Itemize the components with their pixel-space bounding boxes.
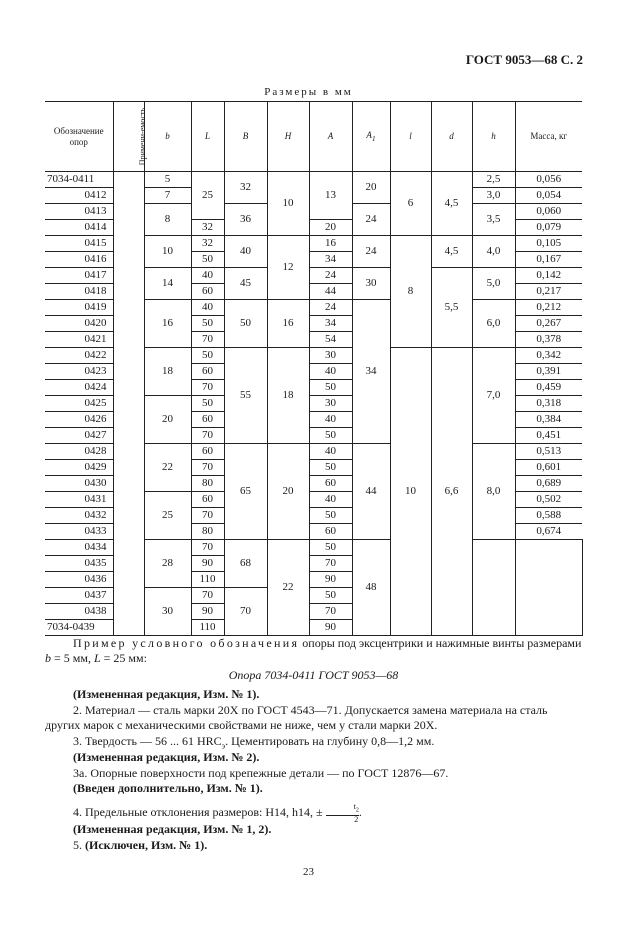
item-3a: 3а. Опорные поверхности под крепежные детали — по ГОСТ 12876—67. — [73, 766, 449, 780]
L-cell: 50 — [191, 348, 224, 364]
A-cell: 60 — [309, 476, 352, 492]
designation-cell: 0436 — [45, 572, 113, 588]
applicability-cell — [113, 172, 144, 636]
header-d: d — [431, 102, 472, 172]
mass-cell: 0,451 — [515, 428, 582, 444]
header-b: b — [144, 102, 191, 172]
page-number: 23 — [303, 866, 314, 878]
designation-cell: 0424 — [45, 380, 113, 396]
designation-cell: 0429 — [45, 460, 113, 476]
mass-cell: 0,588 — [515, 508, 582, 524]
designation-cell: 0426 — [45, 412, 113, 428]
b-cell: 5 — [144, 172, 191, 188]
h-cell: 8,0 — [472, 444, 515, 540]
header-designation: Обозначение опор — [53, 125, 104, 147]
designation-cell: 0416 — [45, 252, 113, 268]
mass-cell: 0,459 — [515, 380, 582, 396]
designation-cell: 0432 — [45, 508, 113, 524]
L-cell: 90 — [191, 556, 224, 572]
A-cell: 50 — [309, 428, 352, 444]
L-cell: 60 — [191, 412, 224, 428]
b-cell: 18 — [144, 348, 191, 396]
designation-cell: 0419 — [45, 300, 113, 316]
A-cell: 90 — [309, 572, 352, 588]
mass-cell: 0,167 — [515, 252, 582, 268]
mass-cell: 0,378 — [515, 332, 582, 348]
L-cell: 110 — [191, 620, 224, 636]
L-cell: 70 — [191, 428, 224, 444]
A-cell: 50 — [309, 460, 352, 476]
A-cell: 30 — [309, 348, 352, 364]
designation-cell: 0427 — [45, 428, 113, 444]
L-cell: 40 — [191, 300, 224, 316]
A-cell: 60 — [309, 524, 352, 540]
L-cell: 70 — [191, 540, 224, 556]
designation-cell: 0430 — [45, 476, 113, 492]
mass-cell: 0,267 — [515, 316, 582, 332]
mass-cell: 0,502 — [515, 492, 582, 508]
L-cell: 60 — [191, 284, 224, 300]
mass-cell: 0,674 — [515, 524, 582, 540]
A-cell: 44 — [309, 284, 352, 300]
designation-cell: 0422 — [45, 348, 113, 364]
A1-cell: 44 — [352, 444, 390, 540]
A1-cell: 20 — [352, 172, 390, 204]
L-cell: 40 — [191, 268, 224, 284]
h-cell: 4,0 — [472, 236, 515, 268]
A1-cell: 24 — [352, 236, 390, 268]
A-cell: 40 — [309, 444, 352, 460]
example-code: Опора 7034-0411 ГОСТ 9053—68 — [228, 668, 399, 682]
A-cell: 40 — [309, 412, 352, 428]
designation-cell: 0417 — [45, 268, 113, 284]
designation-cell: 0423 — [45, 364, 113, 380]
L-cell: 60 — [191, 492, 224, 508]
L-cell: 110 — [191, 572, 224, 588]
h-cell: 5,0 — [472, 268, 515, 300]
header-H: H — [267, 102, 309, 172]
A-cell: 50 — [309, 380, 352, 396]
designation-example: Пример условного обозначения опоры под эксцентрики и нажимные винты размерами b = 5 мм, L = 25 мм: — [45, 636, 582, 665]
b-cell: 28 — [144, 540, 191, 588]
L-cell: 80 — [191, 524, 224, 540]
A-cell: 16 — [309, 236, 352, 252]
mass-cell: 0,079 — [515, 220, 582, 236]
h-cell: 7,0 — [472, 348, 515, 444]
b-cell: 8 — [144, 204, 191, 236]
B-cell: 45 — [224, 268, 267, 300]
L-cell: 50 — [191, 252, 224, 268]
b-cell: 16 — [144, 300, 191, 348]
A-cell: 30 — [309, 396, 352, 412]
item-3: 3. Твердость — 56 ... 61 $HRC_э$. Цементировать на глубину 0,8—1,2 мм. — [73, 734, 435, 751]
l-cell: 10 — [390, 348, 431, 636]
L-cell: 50 — [191, 396, 224, 412]
B-cell: 36 — [224, 204, 267, 236]
mass-cell: 0,056 — [515, 172, 582, 188]
B-cell: 32 — [224, 172, 267, 204]
table-header-row — [45, 102, 582, 172]
mass-cell: 0,054 — [515, 188, 582, 204]
designation-cell: 0428 — [45, 444, 113, 460]
b-cell: 10 — [144, 236, 191, 268]
d-cell — [515, 540, 582, 636]
A-cell: 24 — [309, 300, 352, 316]
designation-cell: 0438 — [45, 604, 113, 620]
b-cell: 14 — [144, 268, 191, 300]
B-cell: 50 — [224, 300, 267, 348]
B-cell: 40 — [224, 236, 267, 268]
mass-cell: 0,384 — [515, 412, 582, 428]
L-cell: 32 — [191, 236, 224, 252]
L-cell: 80 — [191, 476, 224, 492]
designation-cell: 0420 — [45, 316, 113, 332]
B-cell: 65 — [224, 444, 267, 540]
b-cell: 20 — [144, 396, 191, 444]
b-cell: 25 — [144, 492, 191, 540]
d-cell: 4,5 — [431, 236, 472, 268]
A-cell: 20 — [309, 220, 352, 236]
h-cell: 3,0 — [472, 188, 515, 204]
amendment-note-1: (Измененная редакция, Изм. № 1). — [73, 687, 260, 701]
designation-cell: 0431 — [45, 492, 113, 508]
d-cell: 6,6 — [431, 348, 472, 636]
mass-cell: 0,601 — [515, 460, 582, 476]
h-cell: 2,5 — [472, 172, 515, 188]
L-cell: 25 — [191, 172, 224, 220]
table-row — [45, 172, 582, 188]
H-cell: 12 — [267, 236, 309, 300]
designation-cell: 0415 — [45, 236, 113, 252]
amendment-note-2: (Измененная редакция, Изм. № 2). — [73, 750, 260, 764]
designation-cell: 0413 — [45, 204, 113, 220]
A-cell: 24 — [309, 268, 352, 284]
added-note: (Введен дополнительно, Изм. № 1). — [73, 781, 263, 795]
mass-cell: 0,513 — [515, 444, 582, 460]
designation-cell: 0434 — [45, 540, 113, 556]
L-cell: 90 — [191, 604, 224, 620]
A-cell: 54 — [309, 332, 352, 348]
designation-cell: 0435 — [45, 556, 113, 572]
l-cell: 8 — [390, 236, 431, 348]
mass-cell: 0,105 — [515, 236, 582, 252]
A-cell: 50 — [309, 508, 352, 524]
l-cell — [472, 540, 515, 636]
header-A1: $A_1$ — [352, 102, 390, 172]
header-A: A — [309, 102, 352, 172]
A-cell: 90 — [309, 620, 352, 636]
mass-cell: 0,142 — [515, 268, 582, 284]
header-mass: Масса, кг — [515, 102, 582, 172]
mass-cell: 0,391 — [515, 364, 582, 380]
designation-cell: 0418 — [45, 284, 113, 300]
L-cell: 70 — [191, 588, 224, 604]
B-cell: 55 — [224, 348, 267, 444]
designation-cell: 0425 — [45, 396, 113, 412]
amendment-note-12: (Измененная редакция, Изм. № 1, 2). — [73, 822, 272, 836]
designation-cell: 7034-0439 — [47, 621, 95, 633]
A-cell: 13 — [309, 172, 352, 220]
mass-cell: 0,060 — [515, 204, 582, 220]
A-cell: 70 — [309, 556, 352, 572]
L-cell: 70 — [191, 508, 224, 524]
l-cell: 6 — [390, 172, 431, 236]
A1-cell: 34 — [352, 300, 390, 444]
H-cell: 16 — [267, 300, 309, 348]
header-l: l — [390, 102, 431, 172]
designation-cell: 0414 — [45, 220, 113, 236]
d-cell: 4,5 — [431, 172, 472, 236]
B-cell: 70 — [224, 588, 267, 636]
item-4: 4. Предельные отклонения размеров: H14, h14, ± $\frac{t_2}{2}$ . — [73, 802, 362, 824]
designation-cell: 0437 — [45, 588, 113, 604]
B-cell: 68 — [224, 540, 267, 588]
H-cell: 20 — [267, 444, 309, 540]
mass-cell: 0,212 — [515, 300, 582, 316]
H-cell: 18 — [267, 348, 309, 444]
designation-cell: 0412 — [45, 188, 113, 204]
designation-cell: 0421 — [45, 332, 113, 348]
A1-cell: 30 — [352, 268, 390, 300]
tolerance-fraction: $\frac{t_2}{2}$ — [326, 803, 359, 824]
h-cell: 3,5 — [472, 204, 515, 236]
h-cell: 6,0 — [472, 300, 515, 348]
designation-cell: 0433 — [45, 524, 113, 540]
table-caption: Размеры в мм — [264, 86, 353, 98]
L-cell: 70 — [191, 332, 224, 348]
dimensions-table — [45, 101, 582, 636]
L-cell: 50 — [191, 316, 224, 332]
L-cell: 70 — [191, 380, 224, 396]
b-cell: 30 — [144, 588, 191, 636]
A-cell: 70 — [309, 604, 352, 620]
A1-cell: 24 — [352, 204, 390, 236]
item-2: 2. Материал — сталь марки 20Х по ГОСТ 4543—71. Допускается замена материала на сталь других марок с механическими свойствами не ниже, чем у стали марки 20Х. — [45, 703, 548, 732]
b-cell: 22 — [144, 444, 191, 492]
mass-cell: 0,318 — [515, 396, 582, 412]
mass-cell: 0,689 — [515, 476, 582, 492]
L-cell: 32 — [191, 220, 224, 236]
designation-cell: 7034-0411 — [45, 172, 113, 188]
b-cell: 7 — [144, 188, 191, 204]
mass-cell: 0,217 — [515, 284, 582, 300]
L-cell: 70 — [191, 460, 224, 476]
page-header: ГОСТ 9053—68 С. 2 — [465, 52, 583, 67]
A1-cell: 48 — [352, 540, 390, 636]
A-cell: 34 — [309, 316, 352, 332]
A-cell: 50 — [309, 588, 352, 604]
header-L: L — [191, 102, 224, 172]
mass-cell: 0,342 — [515, 348, 582, 364]
A-cell: 34 — [309, 252, 352, 268]
L-cell: 60 — [191, 364, 224, 380]
H-cell: 22 — [267, 540, 309, 636]
header-applicability: Примени-емость — [113, 102, 144, 172]
H-cell: 10 — [267, 172, 309, 236]
A-cell: 40 — [309, 364, 352, 380]
header-B: B — [224, 102, 267, 172]
header-h: h — [472, 102, 515, 172]
A-cell: 50 — [309, 540, 352, 556]
A-cell: 40 — [309, 492, 352, 508]
d-cell: 5,5 — [431, 268, 472, 348]
L-cell: 60 — [191, 444, 224, 460]
item-5: 5. (Исключен, Изм. № 1). — [73, 838, 208, 852]
